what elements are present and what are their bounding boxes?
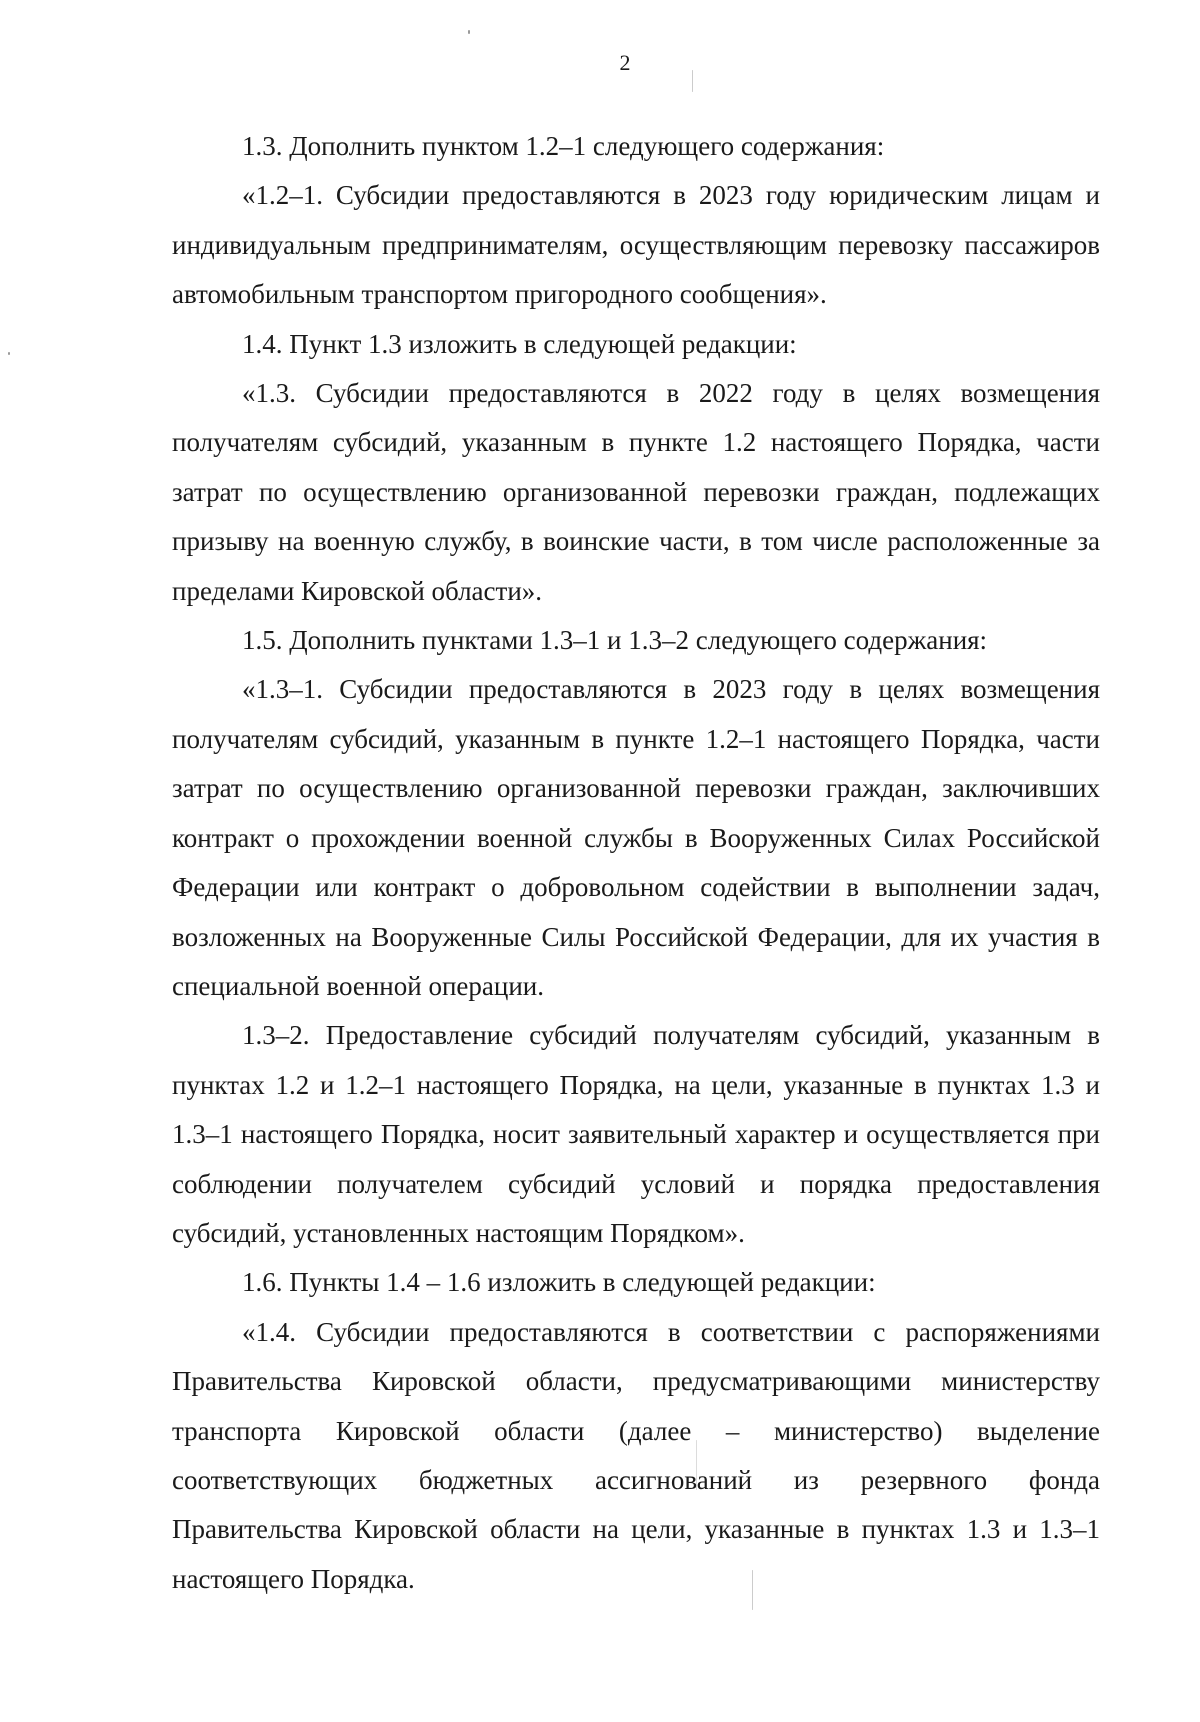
page-number: 2 [619, 50, 631, 75]
scan-artifact [752, 1570, 753, 1610]
paragraph-1-4-quote: «1.4. Субсидии предоставляются в соответствии с распоряжениями Правительства Кировской области, предусматривающими министерству транспорта Кировской области (далее – министерство) выделение соответствующих бюджетных ассигнований из резервного фонда Правительства Кировской области на цели, указанные в пунктах 1.3 и 1.3–1 настоящего Порядка. [172, 1316, 1100, 1594]
paragraph-1-2-1-quote: «1.2–1. Субсидии предоставляются в 2023 году юридическим лицам и индивидуальным предпринимателям, осуществляющим перевозку пассажиров автомобильным транспортом пригородного сообщения». [172, 180, 1100, 310]
scan-artifact [8, 352, 10, 355]
paragraph-1-4: 1.4. Пункт 1.3 изложить в следующей редакции: [242, 328, 797, 359]
paragraph-1-3: 1.3. Дополнить пунктом 1.2–1 следующего содержания: [242, 131, 885, 161]
scan-artifact [696, 1440, 697, 1490]
document-body [172, 122, 1100, 1604]
paragraph-1-3-2-quote: 1.3–2. Предоставление субсидий получателям субсидий, указанным в пунктах 1.2 и 1.2–1 настоящего Порядка, на цели, указанные в пунктах 1.3 и 1.3–1 настоящего Порядка, носит заявительный характер и осуществляется при соблюдении получателем субсидий условий и порядка предоставления субсидий, установленных настоящим Порядком». [172, 1020, 1100, 1248]
paragraph-1-3-1-quote: «1.3–1. Субсидии предоставляются в 2023 году в целях возмещения получателям субсидий, указанным в пункте 1.2–1 настоящего Порядка, части затрат по осуществлению организованной перевозки граждан, заключивших контракт о прохождении военной службы в Вооруженных Силах Российской Федерации или контракт о добровольном содействии в выполнении задач, возложенных на Вооруженные Силы Российской Федерации, для их участия в специальной военной операции. [172, 674, 1100, 1001]
paragraph-1-6: 1.6. Пункты 1.4 – 1.6 изложить в следующей редакции: [242, 1267, 876, 1298]
paragraph-1-5: 1.5. Дополнить пунктами 1.3–1 и 1.3–2 следующего содержания: [242, 625, 988, 656]
scan-artifact [468, 30, 470, 34]
scan-artifact [692, 70, 693, 92]
paragraph-1-3-quote: «1.3. Субсидии предоставляются в 2022 году в целях возмещения получателям субсидий, указанным в пункте 1.2 настоящего Порядка, части затрат по осуществлению организованной перевозки граждан, подлежащих призыву на военную службу, в воинские части, в том числе расположенные за пределами Кировской области». [172, 378, 1100, 606]
